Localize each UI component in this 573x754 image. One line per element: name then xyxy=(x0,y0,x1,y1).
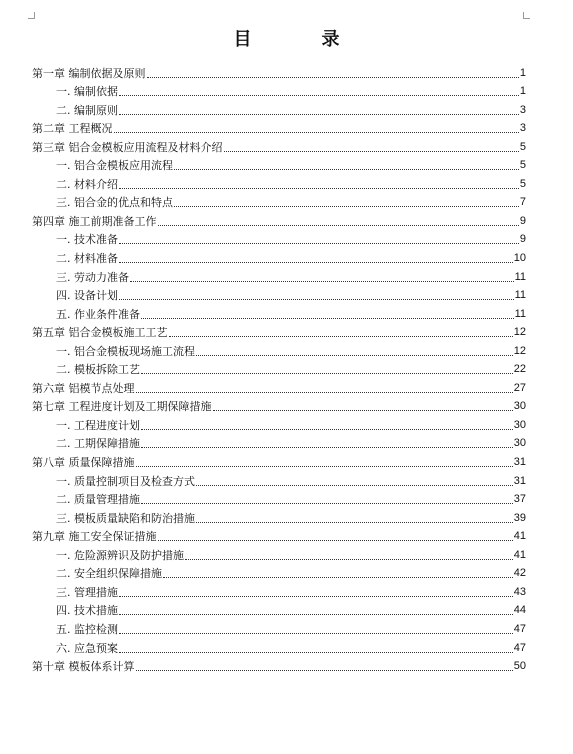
toc-section-entry[interactable] xyxy=(32,636,526,655)
toc-page-number: 50 xyxy=(513,660,526,673)
toc-page-number: 9 xyxy=(519,233,526,246)
toc-page-number: 9 xyxy=(519,214,526,227)
toc-page-number: 5 xyxy=(519,140,526,153)
toc-entry-label: 五. 作业条件准备 xyxy=(56,307,140,321)
toc-leader-dots xyxy=(141,447,513,448)
toc-leader-dots xyxy=(174,206,519,207)
toc-leader-dots xyxy=(136,392,513,393)
toc-section-entry[interactable] xyxy=(32,284,526,303)
toc-entry-label: 第三章 铝合金模板应用流程及材料介绍 xyxy=(32,140,223,154)
toc-leader-dots xyxy=(224,151,519,152)
toc-section-entry[interactable] xyxy=(32,172,526,191)
toc-section-entry[interactable] xyxy=(32,469,526,488)
toc-page-number: 12 xyxy=(513,326,526,339)
toc-leader-dots xyxy=(119,188,519,189)
toc-section-entry[interactable] xyxy=(32,154,526,173)
toc-leader-dots xyxy=(169,336,513,337)
toc-chapter-entry[interactable] xyxy=(32,395,526,414)
toc-chapter-entry[interactable] xyxy=(32,376,526,395)
toc-entry-label: 一. 技术准备 xyxy=(56,233,118,247)
toc-leader-dots xyxy=(196,522,513,523)
toc-page-number: 11 xyxy=(514,289,526,302)
toc-leader-dots xyxy=(147,77,519,78)
toc-leader-dots xyxy=(130,281,514,282)
toc-section-entry[interactable] xyxy=(32,506,526,525)
toc-leader-dots xyxy=(119,299,514,300)
toc-entry-label: 三. 模板质量缺陷和防治措施 xyxy=(56,511,195,525)
toc-section-entry[interactable] xyxy=(32,562,526,581)
toc-entry-label: 一. 危险源辨识及防护措施 xyxy=(56,548,184,562)
toc-page-number: 31 xyxy=(513,456,526,469)
toc-page-number: 22 xyxy=(513,363,526,376)
toc-section-entry[interactable] xyxy=(32,413,526,432)
toc-entry-label: 一. 铝合金模板应用流程 xyxy=(56,159,173,173)
toc-title: 目 录 xyxy=(233,29,366,50)
toc-page-number: 12 xyxy=(513,344,526,357)
toc-leader-dots xyxy=(163,577,513,578)
toc-entry-label: 第九章 施工安全保证措施 xyxy=(32,530,157,544)
toc-leader-dots xyxy=(196,355,513,356)
toc-entry-label: 第二章 工程概况 xyxy=(32,122,113,136)
toc-entry-label: 三. 劳动力准备 xyxy=(56,270,129,284)
toc-page-number: 47 xyxy=(513,622,526,635)
toc-page-number: 31 xyxy=(513,474,526,487)
toc-entry-label: 一. 质量控制项目及检查方式 xyxy=(56,474,195,488)
toc-section-entry[interactable] xyxy=(32,228,526,247)
toc-entry-label: 二. 工期保障措施 xyxy=(56,437,140,451)
toc-leader-dots xyxy=(119,114,519,115)
toc-entry-label: 二. 材料介绍 xyxy=(56,177,118,191)
toc-page-number: 5 xyxy=(519,159,526,172)
toc-leader-dots xyxy=(141,503,513,504)
toc-chapter-entry[interactable] xyxy=(32,525,526,544)
toc-leader-dots xyxy=(119,95,519,96)
toc-chapter-entry[interactable] xyxy=(32,61,526,80)
toc-section-entry[interactable] xyxy=(32,599,526,618)
toc-page-number: 47 xyxy=(513,641,526,654)
toc-section-entry[interactable] xyxy=(32,80,526,99)
toc-leader-dots xyxy=(119,243,519,244)
toc-leader-dots xyxy=(119,614,513,615)
toc-leader-dots xyxy=(141,429,513,430)
toc-entry-label: 二. 质量管理措施 xyxy=(56,493,140,507)
toc-section-entry[interactable] xyxy=(32,432,526,451)
toc-entry-label: 二. 安全组织保障措施 xyxy=(56,567,162,581)
toc-section-entry[interactable] xyxy=(32,191,526,210)
toc-page-number: 5 xyxy=(519,177,526,190)
toc-leader-dots xyxy=(196,485,513,486)
toc-page-number: 1 xyxy=(519,66,526,79)
toc-leader-dots xyxy=(185,559,513,560)
toc-chapter-entry[interactable] xyxy=(32,655,526,674)
toc-page-number: 37 xyxy=(513,493,526,506)
toc-leader-dots xyxy=(158,225,519,226)
toc-entry-label: 四. 设备计划 xyxy=(56,289,118,303)
toc-page-number: 44 xyxy=(513,604,526,617)
toc-section-entry[interactable] xyxy=(32,543,526,562)
toc-chapter-entry[interactable] xyxy=(32,209,526,228)
toc-chapter-entry[interactable] xyxy=(32,135,526,154)
toc-page-number: 3 xyxy=(519,103,526,116)
toc-page-number: 30 xyxy=(513,418,526,431)
table-of-contents xyxy=(32,61,526,673)
toc-entry-label: 第七章 工程进度计划及工期保障措施 xyxy=(32,400,212,414)
toc-leader-dots xyxy=(141,318,514,319)
toc-entry-label: 第六章 铝模节点处理 xyxy=(32,381,135,395)
toc-section-entry[interactable] xyxy=(32,302,526,321)
toc-page-number: 39 xyxy=(513,511,526,524)
toc-leader-dots xyxy=(136,466,513,467)
toc-entry-label: 四. 技术措施 xyxy=(56,604,118,618)
toc-page-number: 11 xyxy=(514,307,526,320)
toc-entry-label: 第五章 铝合金模板施工工艺 xyxy=(32,326,168,340)
toc-entry-label: 一. 铝合金模板现场施工流程 xyxy=(56,344,195,358)
toc-leader-dots xyxy=(174,169,519,170)
toc-entry-label: 六. 应急预案 xyxy=(56,641,118,655)
toc-page-number: 30 xyxy=(513,400,526,413)
toc-entry-label: 五. 监控检测 xyxy=(56,622,118,636)
toc-entry-label: 二. 编制原则 xyxy=(56,103,118,117)
toc-entry-label: 三. 管理措施 xyxy=(56,585,118,599)
toc-chapter-entry[interactable] xyxy=(32,321,526,340)
toc-leader-dots xyxy=(158,540,513,541)
page-corner-mark-left xyxy=(28,12,35,19)
toc-section-entry[interactable] xyxy=(32,358,526,377)
toc-section-entry[interactable] xyxy=(32,98,526,117)
toc-section-entry[interactable] xyxy=(32,580,526,599)
toc-entry-label: 第八章 质量保障措施 xyxy=(32,456,135,470)
toc-entry-label: 一. 工程进度计划 xyxy=(56,418,140,432)
toc-chapter-entry[interactable] xyxy=(32,117,526,136)
toc-entry-label: 一. 编制依据 xyxy=(56,85,118,99)
toc-page-number: 7 xyxy=(519,196,526,209)
toc-section-entry[interactable] xyxy=(32,617,526,636)
toc-page-number: 42 xyxy=(513,567,526,580)
toc-leader-dots xyxy=(136,670,513,671)
toc-leader-dots xyxy=(141,373,513,374)
toc-leader-dots xyxy=(213,410,513,411)
toc-page-number: 43 xyxy=(513,585,526,598)
toc-entry-label: 第十章 模板体系计算 xyxy=(32,660,135,674)
toc-leader-dots xyxy=(119,262,513,263)
toc-page-number: 11 xyxy=(514,270,526,283)
page-corner-mark-right xyxy=(523,12,530,19)
toc-entry-label: 二. 模板拆除工艺 xyxy=(56,363,140,377)
toc-entry-label: 第四章 施工前期准备工作 xyxy=(32,214,157,228)
toc-page-number: 3 xyxy=(519,122,526,135)
toc-entry-label: 二. 材料准备 xyxy=(56,252,118,266)
toc-chapter-entry[interactable] xyxy=(32,450,526,469)
toc-section-entry[interactable] xyxy=(32,488,526,507)
toc-leader-dots xyxy=(119,596,513,597)
toc-page-number: 27 xyxy=(513,381,526,394)
toc-leader-dots xyxy=(114,132,519,133)
toc-entry-label: 三. 铝合金的优点和特点 xyxy=(56,196,173,210)
toc-section-entry[interactable] xyxy=(32,339,526,358)
toc-section-entry[interactable] xyxy=(32,265,526,284)
toc-page-number: 30 xyxy=(513,437,526,450)
toc-section-entry[interactable] xyxy=(32,246,526,265)
toc-page-number: 1 xyxy=(519,85,526,98)
toc-page-number: 41 xyxy=(513,530,526,543)
toc-page-number: 10 xyxy=(513,252,526,265)
toc-page-number: 41 xyxy=(513,548,526,561)
toc-leader-dots xyxy=(119,652,513,653)
toc-entry-label: 第一章 编制依据及原则 xyxy=(32,66,146,80)
toc-leader-dots xyxy=(119,633,513,634)
